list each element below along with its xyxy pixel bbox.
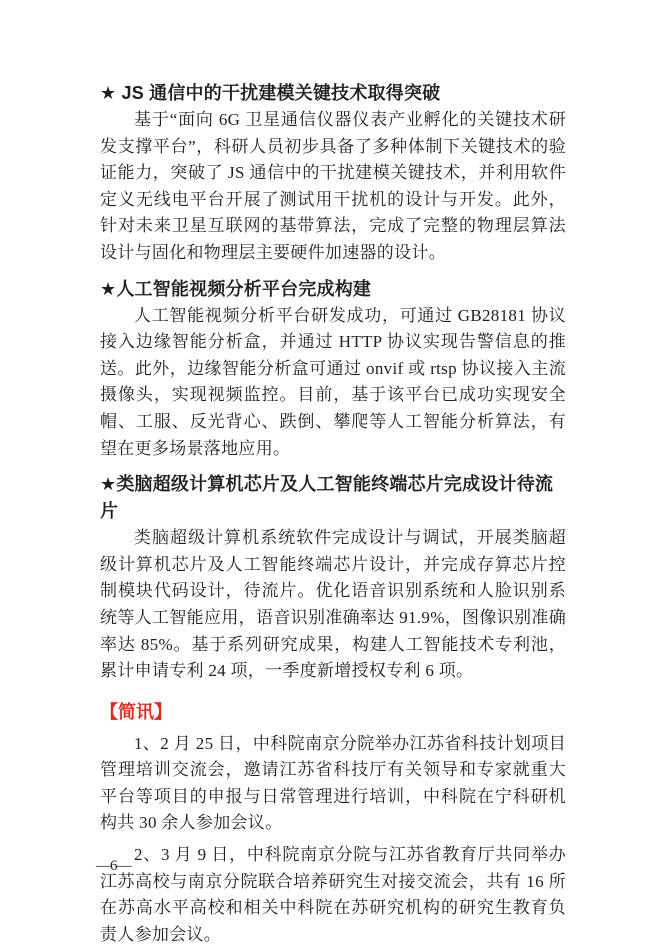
section-heading-brain-chip: ★类脑超级计算机芯片及人工智能终端芯片完成设计待流片 xyxy=(100,474,554,522)
paragraph-brain-chip: 类脑超级计算机系统软件完成设计与调试，开展类脑超级计算机芯片及人工智能终端芯片设计，并完成存算芯片控制模块代码设计，待流片。优化语音识别系统和人脸识别系统等人工智能应用，语音识别准确率达 91.9%，图像识别准确率达 85%。基于系列研究成果，构建人工智能技术专利池，累计申请专利 24 项，一季度新增授权专利 6 项。 xyxy=(100,528,566,681)
section-heading-briefs: 【简讯】 xyxy=(100,701,172,722)
paragraph-js-communication: 基于“面向 6G 卫星通信仪器仪表产业孵化的关键技术研发支撑平台”，科研人员初步具备了多种体制下关键技术的验证能力，突破了 JS 通信中的干扰建模关键技术，并利用软件定义无线电平台开展了测试用干扰机的设计与开发。此外，针对未来卫星互联网的基带算法，完成了完整的物理层算法设计与固化和物理层主要硬件加速器的设计。 xyxy=(100,110,566,262)
brief-item-2: 2、3 月 9 日，中科院南京分院与江苏省教育厅共同举办江苏高校与南京分院联合培养研究生对接交流会，共有 16 所在苏高水平高校和相关中科院在苏研究机构的研究生教育负责人参加会议。 xyxy=(100,845,566,944)
page-number: —6— xyxy=(96,858,131,874)
brief-item-1: 1、2 月 25 日，中科院南京分院举办江苏省科技计划项目管理培训交流会，邀请江苏省科技厅有关领导和专家就重大平台等项目的申报与日常管理进行培训，中科院在宁科研机构共 30 余人参加会议。 xyxy=(100,733,566,833)
document-content xyxy=(100,80,566,948)
section-heading-ai-video-platform: ★人工智能视频分析平台完成构建 xyxy=(100,278,372,299)
section-heading-js-communication: ★ JS 通信中的干扰建模关键技术取得突破 xyxy=(100,83,441,103)
paragraph-ai-video-platform: 人工智能视频分析平台研发成功，可通过 GB28181 协议接入边缘智能分析盒，并通过 HTTP 协议实现告警信息的推送。此外，边缘智能分析盒可通过 onvif 或 rtsp 协议接入主流摄像头，实现视频监控。目前，基于该平台已成功实现安全帽、工服、反光背心、跌倒、攀爬等人工智能分析算法，有望在更多场景落地应用。 xyxy=(100,305,566,458)
